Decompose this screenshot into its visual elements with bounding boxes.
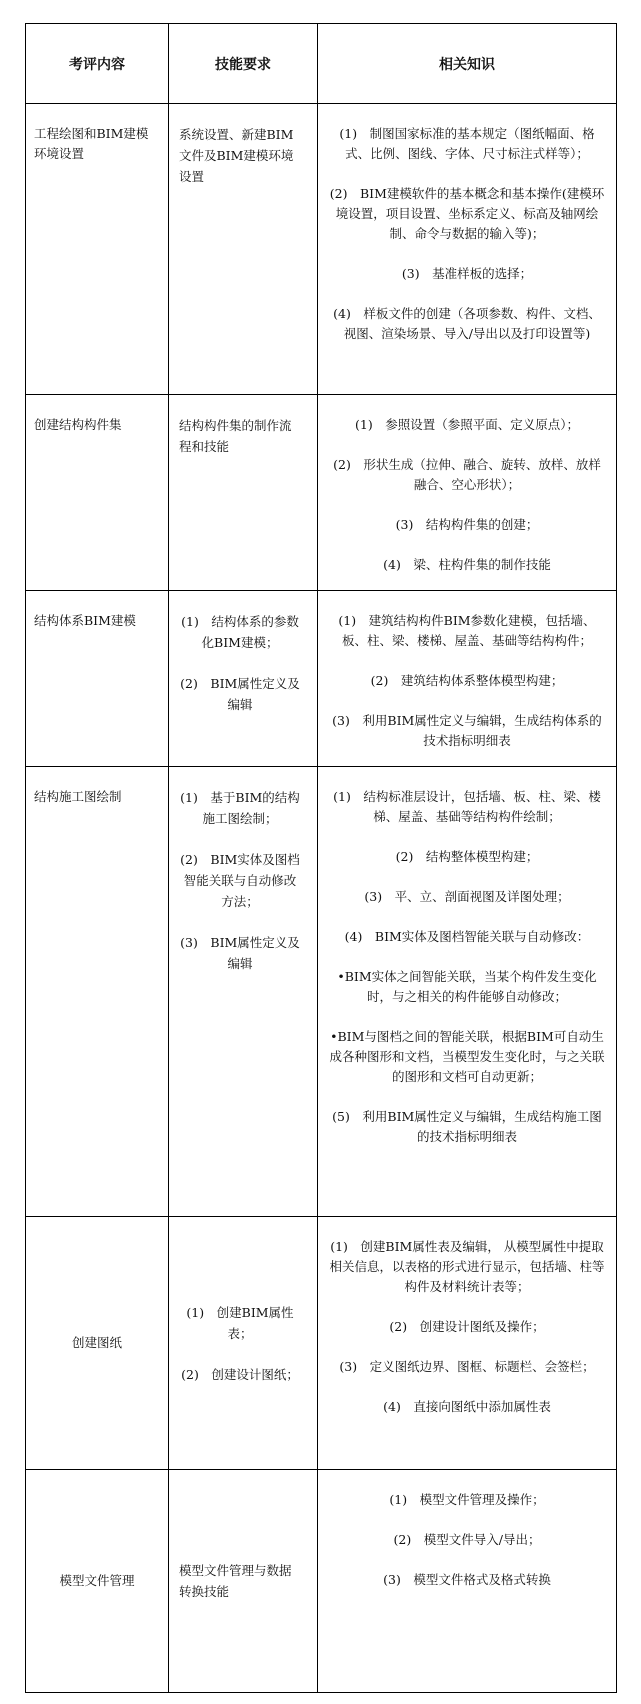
skill-item: 结构构件集的制作流程和技能 [179, 418, 292, 454]
row-content: 模型文件管理 [26, 1470, 169, 1693]
row-content: 创建结构构件集 [26, 395, 169, 591]
knowledge-item: (3) 结构构件集的创建； [395, 517, 539, 532]
skill-item: (2) BIM实体及图档智能关联与自动修改方法； [180, 852, 300, 909]
row-content: 结构体系BIM建模 [26, 591, 169, 767]
row-knowledge [318, 104, 617, 395]
knowledge-item: (1) 建筑结构构件BIM参数化建模，包括墙、板、柱、梁、楼梯、屋盖、基础等结构构件； [338, 613, 596, 648]
knowledge-item: (2) 模型文件导入/导出； [393, 1532, 541, 1547]
knowledge-item: (2) BIM建模软件的基本概念和基本操作(建模环境设置，项目设置、坐标系定义、标高及轴网绘制、命令与数据的输入等)； [329, 186, 605, 241]
row-skills [169, 1217, 318, 1470]
knowledge-item: (1) 创建BIM属性表及编辑， 从模型属性中提取相关信息，以表格的形式进行显示，包括墙、柱等构件及材料统计表等； [329, 1239, 605, 1294]
knowledge-item: (4) BIM实体及图档智能关联与自动修改： [344, 929, 590, 944]
knowledge-item: (1) 制图国家标准的基本规定（图纸幅面、格式、比例、图线、字体、尺寸标注式样等）； [339, 126, 595, 161]
knowledge-item: (2) 建筑结构体系整体模型构建； [370, 673, 564, 688]
row-content: 工程绘图和BIM建模环境设置 [26, 104, 169, 395]
row-skills [169, 591, 318, 767]
table-row [26, 104, 617, 395]
table-row [26, 767, 617, 1217]
row-content: 创建图纸 [26, 1217, 169, 1470]
header-row [26, 24, 617, 104]
header-knowledge: 相关知识 [318, 24, 617, 104]
knowledge-item: (4) 直接向图纸中添加属性表 [383, 1399, 551, 1414]
knowledge-item: •BIM与图档之间的智能关联，根据BIM可自动生成各种图形和文档，当模型发生变化时，与之关联的图形和文档可自动更新； [329, 1029, 605, 1084]
row-knowledge [318, 767, 617, 1217]
knowledge-item: (1) 模型文件管理及操作； [389, 1492, 545, 1507]
skill-item: (1) 创建BIM属性表； [186, 1304, 294, 1341]
row-knowledge [318, 1217, 617, 1470]
skill-item: (1) 结构体系的参数化BIM建模； [181, 614, 299, 650]
row-skills [169, 767, 318, 1217]
knowledge-item: (3) 定义图纸边界、图框、标题栏、会签栏； [339, 1359, 595, 1374]
knowledge-item: •BIM实体之间智能关联，当某个构件发生变化时，与之相关的构件能够自动修改； [337, 969, 597, 1004]
knowledge-item: (1) 参照设置（参照平面、定义原点）； [355, 417, 579, 432]
skill-item: 系统设置、新建BIM文件及BIM建模环境设置 [179, 127, 294, 184]
skills-table [25, 23, 617, 1693]
row-knowledge [318, 395, 617, 591]
knowledge-item: (4) 梁、柱构件集的制作技能 [383, 557, 551, 572]
knowledge-item: (2) 结构整体模型构建； [395, 849, 539, 864]
table-row [26, 1470, 617, 1693]
skill-item: (2) BIM属性定义及编辑 [180, 676, 300, 712]
skill-item: 模型文件管理与数据转换技能 [179, 1563, 292, 1599]
knowledge-item: (4) 样板文件的创建（各项参数、构件、文档、视图、渲染场景、导入/导出以及打印设置等) [333, 306, 601, 341]
row-skills [169, 395, 318, 591]
header-content: 考评内容 [26, 24, 169, 104]
row-skills [169, 104, 318, 395]
knowledge-item: (3) 利用BIM属性定义与编辑，生成结构体系的技术指标明细表 [332, 713, 602, 748]
skill-item: (1) 基于BIM的结构施工图绘制； [180, 790, 300, 826]
knowledge-item: (2) 形状生成（拉伸、融合、旋转、放样、放样融合、空心形状）； [333, 457, 601, 492]
knowledge-item: (1) 结构标准层设计，包括墙、板、柱、梁、楼梯、屋盖、基础等结构构件绘制； [333, 789, 601, 824]
skill-item: (3) BIM属性定义及编辑 [180, 935, 300, 971]
knowledge-item: (3) 基准样板的选择； [401, 266, 533, 281]
table-row [26, 591, 617, 767]
table-row [26, 1217, 617, 1470]
knowledge-item: (2) 创建设计图纸及操作； [389, 1319, 545, 1334]
row-knowledge [318, 591, 617, 767]
table-row [26, 395, 617, 591]
row-content: 结构施工图绘制 [26, 767, 169, 1217]
skill-item: (2) 创建设计图纸； [181, 1366, 299, 1382]
knowledge-item: (3) 模型文件格式及格式转换 [383, 1572, 551, 1587]
row-knowledge [318, 1470, 617, 1693]
knowledge-item: (5) 利用BIM属性定义与编辑，生成结构施工图的技术指标明细表 [332, 1109, 602, 1144]
knowledge-item: (3) 平、立、剖面视图及详图处理； [364, 889, 570, 904]
row-skills [169, 1470, 318, 1693]
header-skills: 技能要求 [169, 24, 318, 104]
